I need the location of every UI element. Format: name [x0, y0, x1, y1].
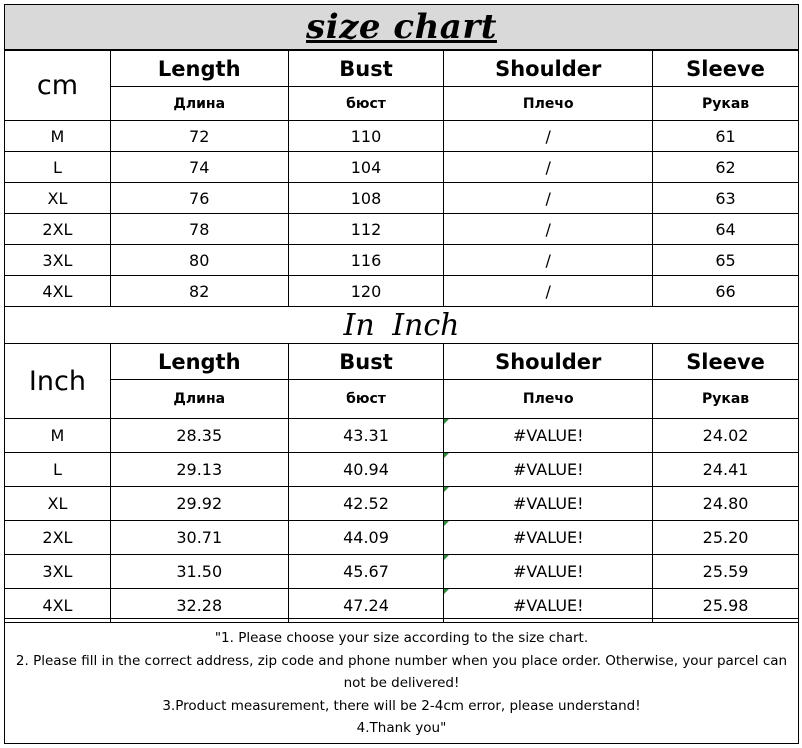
unit-label-cm: cm [5, 51, 111, 121]
sleeve-cell: 25.98 [653, 589, 799, 623]
length-cell: 29.92 [110, 487, 288, 521]
note-line: 4.Thank you" [356, 720, 447, 736]
shoulder-cell: / [444, 214, 653, 245]
size-cell: 2XL [5, 521, 111, 555]
table-row [5, 152, 799, 183]
sleeve-cell: 63 [653, 183, 799, 214]
shoulder-cell [444, 555, 653, 589]
bust-cell: 120 [288, 276, 444, 307]
shoulder-cell: / [444, 183, 653, 214]
shoulder-cell [444, 453, 653, 487]
header-bust-ru: бюст [288, 87, 444, 121]
note-line: 2. Please fill in the correct address, zip code and phone number when you place order. Otherwise, your parcel can not be delivered! [15, 652, 788, 691]
table-row [5, 183, 799, 214]
shoulder-cell: / [444, 152, 653, 183]
size-cell: 4XL [5, 589, 111, 623]
bust-cell: 45.67 [288, 555, 444, 589]
length-cell: 32.28 [110, 589, 288, 623]
header-shoulder-ru: Плечо [444, 380, 653, 419]
sleeve-cell: 24.02 [653, 419, 799, 453]
chart-title: size chart [306, 7, 497, 47]
size-chart-sheet [4, 4, 799, 744]
header-sleeve: Sleeve [653, 344, 799, 380]
length-cell: 74 [110, 152, 288, 183]
size-cell: 2XL [5, 214, 111, 245]
sleeve-cell: 24.41 [653, 453, 799, 487]
size-cell: XL [5, 183, 111, 214]
length-cell: 31.50 [110, 555, 288, 589]
sleeve-cell: 25.20 [653, 521, 799, 555]
note-line: "1. Please choose your size according to the size chart. [214, 630, 589, 646]
length-cell: 78 [110, 214, 288, 245]
length-cell: 30.71 [110, 521, 288, 555]
shoulder-cell: / [444, 245, 653, 276]
cm-size-table [4, 50, 799, 307]
sleeve-cell: 64 [653, 214, 799, 245]
bust-cell: 108 [288, 183, 444, 214]
header-bust-ru: бюст [288, 380, 444, 419]
unit-label-inch: Inch [5, 344, 111, 419]
header-bust: Bust [288, 344, 444, 380]
header-shoulder-ru: Плечо [444, 87, 653, 121]
length-cell: 29.13 [110, 453, 288, 487]
header-length-ru: Длина [110, 87, 288, 121]
formula-marker-icon [444, 487, 449, 492]
length-cell: 80 [110, 245, 288, 276]
notes-box [4, 618, 799, 744]
header-length: Length [110, 51, 288, 87]
bust-cell: 47.24 [288, 589, 444, 623]
table-row [5, 419, 799, 453]
bust-cell: 116 [288, 245, 444, 276]
shoulder-value: #VALUE! [512, 562, 584, 581]
size-cell: L [5, 152, 111, 183]
formula-marker-icon [444, 419, 449, 424]
size-cell: 3XL [5, 245, 111, 276]
sleeve-cell: 62 [653, 152, 799, 183]
inch-heading-bar [4, 307, 799, 344]
header-shoulder: Shoulder [444, 51, 653, 87]
table-row [5, 555, 799, 589]
sleeve-cell: 24.80 [653, 487, 799, 521]
bust-cell: 43.31 [288, 419, 444, 453]
size-cell: 4XL [5, 276, 111, 307]
sleeve-cell: 66 [653, 276, 799, 307]
shoulder-value: #VALUE! [512, 426, 584, 445]
header-sleeve: Sleeve [653, 51, 799, 87]
shoulder-value: #VALUE! [512, 460, 584, 479]
table-row [5, 245, 799, 276]
title-bar [4, 4, 799, 50]
header-shoulder: Shoulder [444, 344, 653, 380]
header-length: Length [110, 344, 288, 380]
bust-cell: 110 [288, 121, 444, 152]
header-sleeve-ru: Рукав [653, 87, 799, 121]
bust-cell: 104 [288, 152, 444, 183]
shoulder-cell: / [444, 276, 653, 307]
shoulder-value: #VALUE! [512, 528, 584, 547]
table-row [5, 453, 799, 487]
size-cell: M [5, 121, 111, 152]
shoulder-value: #VALUE! [512, 596, 584, 615]
table-row [5, 276, 799, 307]
shoulder-cell [444, 487, 653, 521]
header-length-ru: Длина [110, 380, 288, 419]
size-cell: M [5, 419, 111, 453]
table-row [5, 487, 799, 521]
table-row [5, 121, 799, 152]
sleeve-cell: 61 [653, 121, 799, 152]
formula-marker-icon [444, 453, 449, 458]
bust-cell: 44.09 [288, 521, 444, 555]
bust-cell: 112 [288, 214, 444, 245]
bust-cell: 40.94 [288, 453, 444, 487]
length-cell: 76 [110, 183, 288, 214]
sleeve-cell: 65 [653, 245, 799, 276]
size-cell: L [5, 453, 111, 487]
length-cell: 28.35 [110, 419, 288, 453]
shoulder-cell [444, 419, 653, 453]
length-cell: 82 [110, 276, 288, 307]
inch-heading: In Inch [343, 308, 460, 343]
shoulder-cell [444, 521, 653, 555]
bust-cell: 42.52 [288, 487, 444, 521]
header-sleeve-ru: Рукав [653, 380, 799, 419]
inch-size-table [4, 343, 799, 623]
shoulder-value: #VALUE! [512, 494, 584, 513]
formula-marker-icon [444, 589, 449, 594]
header-bust: Bust [288, 51, 444, 87]
table-row [5, 214, 799, 245]
table-row [5, 521, 799, 555]
sleeve-cell: 25.59 [653, 555, 799, 589]
shoulder-cell: / [444, 121, 653, 152]
formula-marker-icon [444, 521, 449, 526]
size-cell: XL [5, 487, 111, 521]
formula-marker-icon [444, 555, 449, 560]
size-cell: 3XL [5, 555, 111, 589]
note-line: 3.Product measurement, there will be 2-4cm error, please understand! [162, 697, 641, 714]
length-cell: 72 [110, 121, 288, 152]
